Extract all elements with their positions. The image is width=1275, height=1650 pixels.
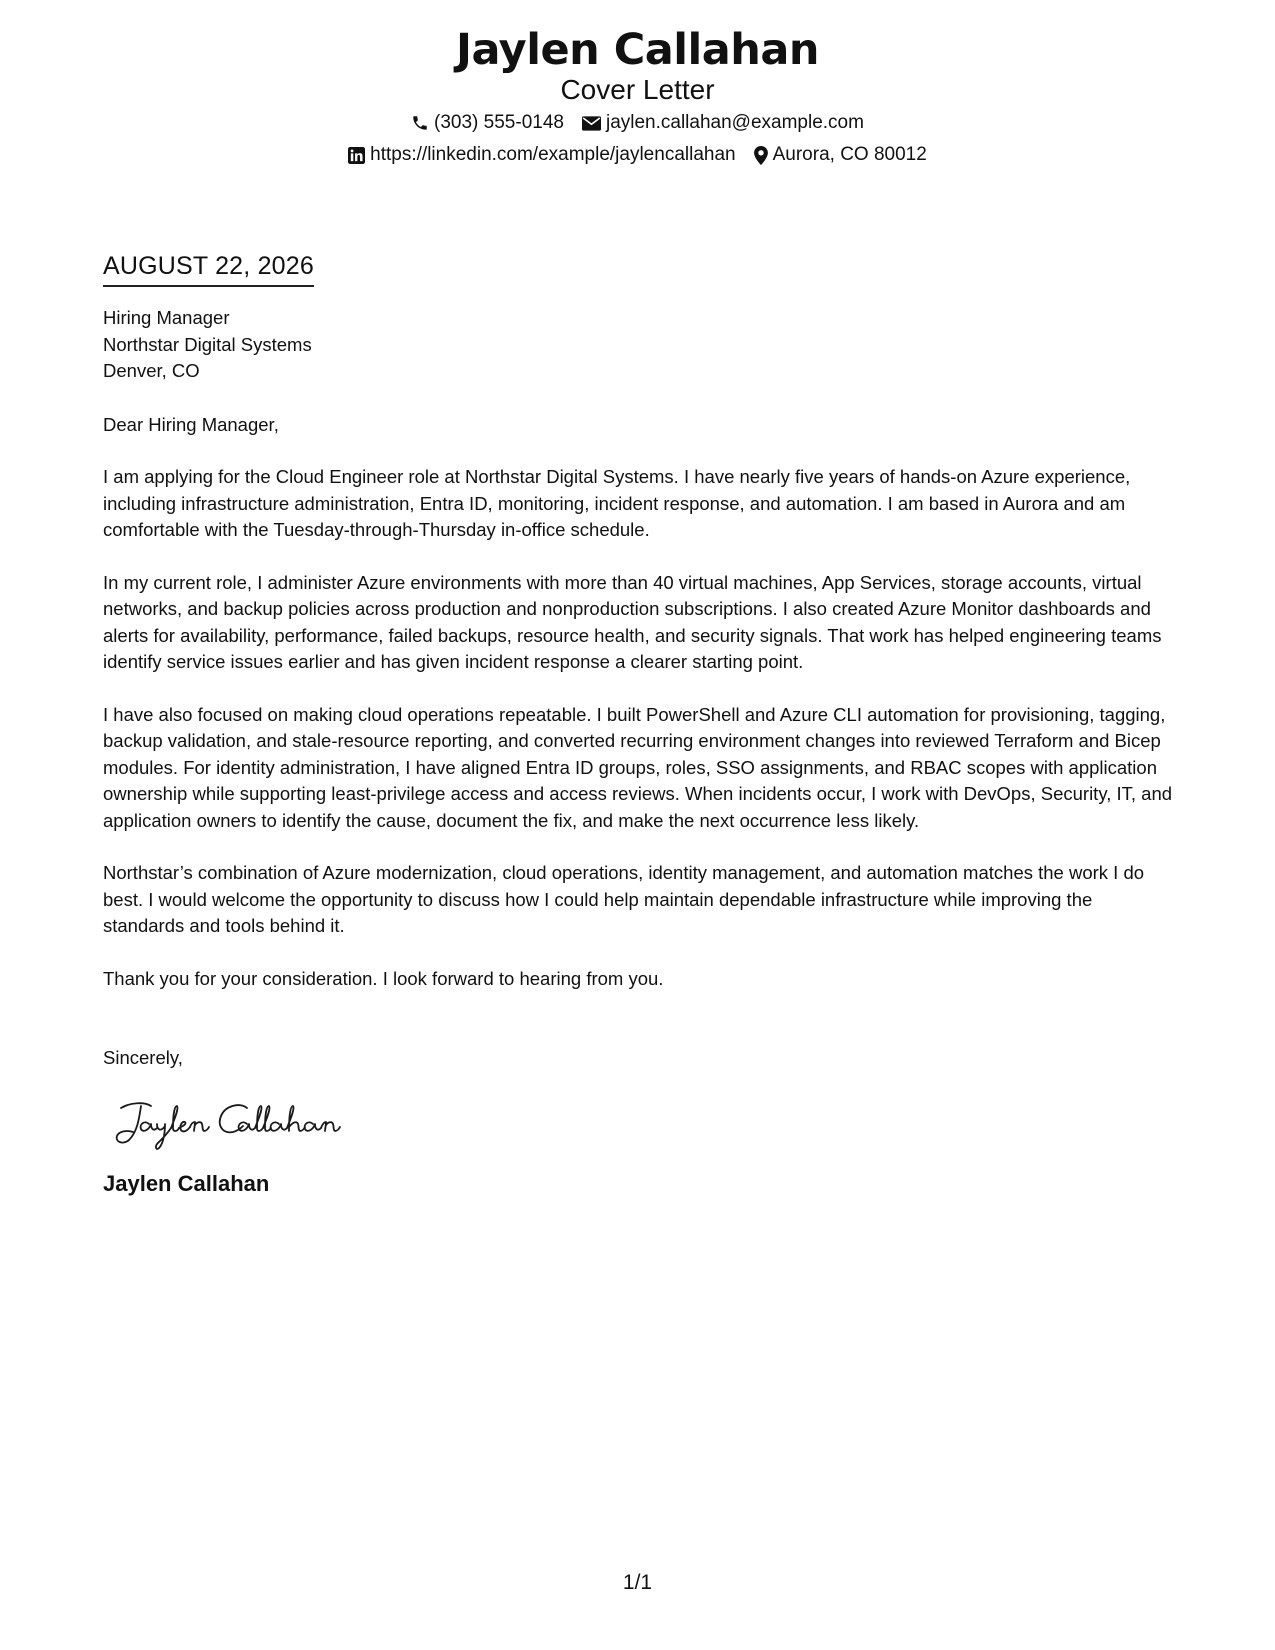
linkedin-url[interactable]: https://linkedin.com/example/jaylencallahan: [370, 144, 736, 165]
contact-location: [754, 143, 927, 167]
location-text: Aurora, CO 80012: [772, 144, 927, 165]
salutation: Dear Hiring Manager,: [103, 413, 279, 435]
page-number: 1/1: [622, 1571, 653, 1594]
phone-icon: [411, 114, 429, 132]
contact-row-secondary: [0, 139, 1275, 171]
linkedin-icon: [348, 147, 365, 164]
body-paragraph: I have also focused on making cloud operations repeatable. I built PowerShell and Azure CLI automation for provisioning, tagging, backup validation, and stale-resource reporting, and converted recurring environment changes into reviewed Terraform and Bicep modules. For identity administration, I have aligned Entra ID groups, roles, SSO assignments, and RBAC scopes with application ownership while supporting least-privilege access and access reviews. When incidents occur, I work with DevOps, Security, IT, and application owners to identify the cause, document the fix, and make the next occurrence less likely.: [103, 703, 1173, 831]
handwritten-signature: [107, 1094, 1178, 1150]
signed-name: Jaylen Callahan: [103, 1170, 270, 1196]
contact-email: [582, 111, 864, 135]
phone-number: (303) 555-0148: [434, 112, 564, 133]
body-paragraph: I am applying for the Cloud Engineer role at Northstar Digital Systems. I have nearly five years of hands-on Azure experience, including infrastructure administration, Entra ID, monitoring, incident response, and automation. I am based in Aurora and am comfortable with the Tuesday-through-Thursday in-office schedule.: [103, 466, 1131, 540]
contact-row-primary: [0, 107, 1275, 139]
body-paragraph: In my current role, I administer Azure environments with more than 40 virtual machines, App Services, storage accounts, virtual networks, and backup policies across production and nonproduction subscriptions. I also created Azure Monitor dashboards and alerts for availability, performance, failed backups, resource health, and security signals. That work has helped engineering teams identify service issues earlier and has given incident response a clearer starting point.: [103, 571, 1162, 672]
recipient-company: Northstar Digital Systems: [103, 333, 312, 355]
envelope-icon: [582, 116, 601, 131]
map-marker-icon: [754, 146, 768, 165]
letter-date: AUGUST 22, 2026: [103, 250, 314, 287]
body-paragraph: Northstar’s combination of Azure modernization, cloud operations, identity management, and automation matches the work I do best. I would welcome the opportunity to discuss how I could help maintain dependable infrastructure while improving the standards and tools behind it.: [103, 862, 1145, 936]
document-subtitle: Cover Letter: [560, 74, 715, 105]
body-paragraph: Thank you for your consideration. I look forward to hearing from you.: [103, 967, 664, 989]
letter-header: [0, 24, 1275, 171]
letter-body: [103, 250, 1178, 1198]
recipient-block: [103, 305, 1178, 385]
recipient-location: Denver, CO: [103, 360, 200, 381]
applicant-name: Jaylen Callahan: [455, 25, 820, 75]
contact-linkedin: [348, 143, 735, 167]
email-address[interactable]: jaylen.callahan@example.com: [605, 112, 864, 133]
recipient-title: Hiring Manager: [103, 307, 230, 328]
contact-phone: [411, 111, 564, 135]
closing: Sincerely,: [103, 1047, 183, 1068]
